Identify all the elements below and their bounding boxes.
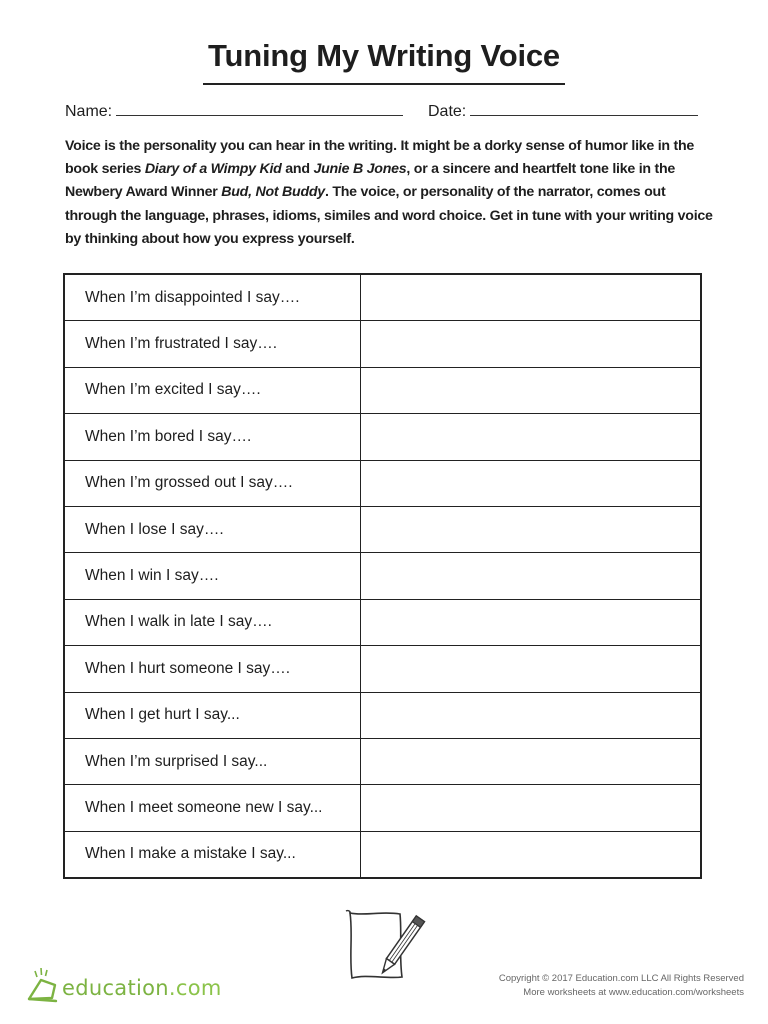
prompt-text: When I’m bored I say…. <box>64 414 360 460</box>
answer-box[interactable] <box>360 785 701 831</box>
answer-box[interactable] <box>360 831 701 878</box>
prompt-text: When I lose I say…. <box>64 506 360 552</box>
name-label: Name: <box>65 103 113 120</box>
book-title-bud-not-buddy: Bud, Not Buddy <box>221 184 325 201</box>
more-worksheets-link[interactable]: More worksheets at www.education.com/worksheets <box>523 987 744 998</box>
prompt-text: When I meet someone new I say... <box>64 785 360 831</box>
education-logo-text[interactable] <box>62 976 222 1000</box>
prompt-table <box>63 273 702 879</box>
date-field <box>428 99 698 121</box>
prompt-row <box>64 692 701 738</box>
prompt-text: When I hurt someone I say…. <box>64 646 360 692</box>
answer-box[interactable] <box>360 738 701 784</box>
worksheet-title: Tuning My Writing Voice <box>208 38 560 73</box>
intro-paragraph <box>65 135 717 251</box>
answer-box[interactable] <box>360 599 701 645</box>
answer-box[interactable] <box>360 646 701 692</box>
prompt-text: When I’m surprised I say... <box>64 738 360 784</box>
prompt-text: When I’m grossed out I say…. <box>64 460 360 506</box>
paper-and-pencil-icon <box>342 907 426 983</box>
date-label: Date: <box>428 103 467 120</box>
prompt-row <box>64 414 701 460</box>
prompt-row <box>64 599 701 645</box>
prompt-text: When I win I say…. <box>64 553 360 599</box>
prompt-row <box>64 738 701 784</box>
answer-box[interactable] <box>360 460 701 506</box>
prompt-row <box>64 553 701 599</box>
intro-text-3: , or a sincere and heartfelt tone like in the Newbery Award Winner <box>65 161 676 201</box>
prompt-row <box>64 646 701 692</box>
prompt-text: When I’m disappointed I say…. <box>64 274 360 321</box>
prompt-text: When I make a mistake I say... <box>64 831 360 878</box>
intro-text-4: . The voice, or personality of the narrator, comes out through the language, phrases, idioms, similes and word choice. Get in tune with your writing voice by thinking about how you express yourself. <box>65 184 713 247</box>
prompt-row <box>64 785 701 831</box>
book-title-junie-b-jones: Junie B Jones <box>313 161 407 178</box>
answer-box[interactable] <box>360 414 701 460</box>
answer-box[interactable] <box>360 367 701 413</box>
intro-text-1: Voice is the personality you can hear in the writing. It might be a dorky sense of humor like in the book series <box>65 138 695 178</box>
prompt-row <box>64 274 701 321</box>
date-blank-line[interactable] <box>470 99 698 116</box>
intro-text-2: and <box>281 161 314 178</box>
prompt-text: When I’m excited I say…. <box>64 367 360 413</box>
answer-box[interactable] <box>360 274 701 321</box>
footer <box>499 972 744 1000</box>
prompt-row <box>64 367 701 413</box>
answer-box[interactable] <box>360 553 701 599</box>
name-blank-line[interactable] <box>116 99 403 116</box>
prompt-text: When I get hurt I say... <box>64 692 360 738</box>
prompt-text: When I’m frustrated I say…. <box>64 321 360 367</box>
prompt-text: When I walk in late I say…. <box>64 599 360 645</box>
title-underline <box>203 83 565 85</box>
answer-box[interactable] <box>360 321 701 367</box>
logo-name: education <box>62 976 169 1000</box>
prompt-row <box>64 506 701 552</box>
answer-box[interactable] <box>360 692 701 738</box>
prompt-row <box>64 831 701 878</box>
logo-suffix: .com <box>168 976 222 1000</box>
book-title-wimpy-kid: Diary of a Wimpy Kid <box>144 161 282 178</box>
name-field <box>65 99 403 121</box>
prompt-row <box>64 321 701 367</box>
answer-box[interactable] <box>360 506 701 552</box>
copyright-text: Copyright © 2017 Education.com LLC All Rights Reserved <box>498 973 744 984</box>
prompt-row <box>64 460 701 506</box>
